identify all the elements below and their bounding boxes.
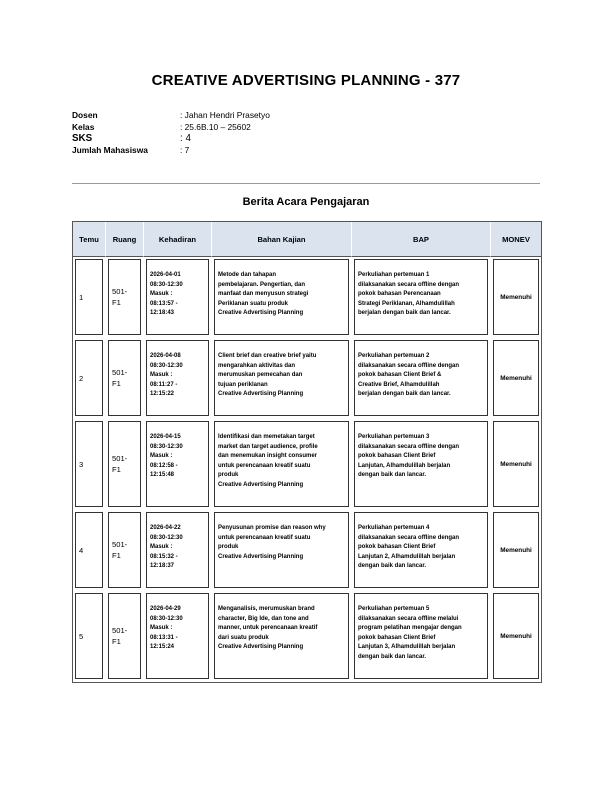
cell-bahan-kajian: Client brief dan creative brief yaitu mengarahkan aktivitas dan merumuskan pemecahan dan tujuan periklanan Creative Advertising Planning [214, 340, 349, 416]
kelas-value: : 25.6B.10 – 25602 [180, 121, 251, 132]
cell-temu: 4 [75, 512, 103, 588]
cell-temu: 2 [75, 340, 103, 416]
cell-ruang: 501- F1 [108, 593, 141, 679]
table-row [73, 257, 541, 338]
cell-kehadiran: 2026-04-29 08:30-12:30 Masuk : 08:13:31 - 12:15:24 [146, 593, 209, 679]
kelas-label: Kelas [72, 121, 95, 132]
dosen-label: Dosen [72, 110, 98, 120]
cell-bahan-kajian: Identifikasi dan memetakan target market dan target audience, profile dan menemukan insight consumer untuk perencanaan kreatif suatu produk Creative Advertising Planning [214, 421, 349, 507]
cell-monev: Memenuhi [493, 421, 539, 507]
cell-bap: Perkuliahan pertemuan 4 dilaksanakan secara offline dengan pokok bahasan Client Brief Lanjutan 2, Alhamdulillah berjalan dengan baik dan lancar. [354, 512, 488, 588]
cell-kehadiran: 2026-04-08 08:30-12:30 Masuk : 08:11:27 - 12:15:22 [146, 340, 209, 416]
cell-ruang: 501- F1 [108, 340, 141, 416]
cell-bap: Perkuliahan pertemuan 2 dilaksanakan secara offline dengan pokok bahasan Client Brief & Creative Brief, Alhamdulillah berjalan dengan baik dan lancar. [354, 340, 488, 416]
header-bahan-kajian: Bahan Kajian [212, 222, 352, 257]
jumlah-mahasiswa-value: : 7 [180, 144, 190, 155]
cell-monev: Memenuhi [493, 259, 539, 335]
sks-value: : 4 [180, 133, 191, 144]
bap-table [72, 221, 542, 683]
cell-kehadiran: 2026-04-22 08:30-12:30 Masuk : 08:15:32 - 12:18:37 [146, 512, 209, 588]
page-title: CREATIVE ADVERTISING PLANNING - 377 [151, 72, 461, 89]
cell-bahan-kajian: Menganalisis, merumuskan brand character, Big Ide, dan tone and manner, untuk perencanaan kreatif dari suatu produk Creative Advertising Planning [214, 593, 349, 679]
cell-ruang: 501- F1 [108, 512, 141, 588]
header-monev: MONEV [491, 222, 541, 257]
cell-bap: Perkuliahan pertemuan 3 dilaksanakan secara offline dengan pokok bahasan Client Brief Lanjutan, Alhamdulillah berjalan dengan baik dan lancar. [354, 421, 488, 507]
table-row [73, 591, 541, 682]
table-row [73, 510, 541, 591]
cell-bahan-kajian: Metode dan tahapan pembelajaran. Pengertian, dan manfaat dan menyusun strategi Periklanan suatu produk Creative Advertising Planning [214, 259, 349, 335]
cell-bap: Perkuliahan pertemuan 1 dilaksanakan secara offline dengan pokok bahasan Perencanaan Strategi Periklanan, Alhamdulillah berjalan dengan baik dan lancar. [354, 259, 488, 335]
cell-monev: Memenuhi [493, 340, 539, 416]
section-title: Berita Acara Pengajaran [242, 196, 370, 208]
cell-ruang: 501- F1 [108, 259, 141, 335]
cell-ruang: 501- F1 [108, 421, 141, 507]
dosen-value: : Jahan Hendri Prasetyo [180, 110, 270, 120]
header-temu: Temu [73, 222, 106, 257]
table-row [73, 338, 541, 419]
cell-temu: 3 [75, 421, 103, 507]
table-row [73, 419, 541, 510]
divider [72, 183, 540, 184]
cell-temu: 1 [75, 259, 103, 335]
cell-kehadiran: 2026-04-01 08:30-12:30 Masuk : 08:13:57 - 12:18:43 [146, 259, 209, 335]
cell-monev: Memenuhi [493, 593, 539, 679]
cell-bahan-kajian: Penyusunan promise dan reason why untuk perencanaan kreatif suatu produk Creative Advertising Planning [214, 512, 349, 588]
sks-label: SKS [72, 133, 93, 144]
meta-dosen [72, 110, 270, 122]
meta-sks [72, 133, 270, 145]
meta-kelas [72, 122, 270, 134]
meta-jumlah-mahasiswa [72, 145, 270, 157]
cell-kehadiran: 2026-04-15 08:30-12:30 Masuk : 08:12:58 - 12:15:48 [146, 421, 209, 507]
jumlah-mahasiswa-label: Jumlah Mahasiswa [72, 144, 148, 155]
cell-monev: Memenuhi [493, 512, 539, 588]
header-bap: BAP [352, 222, 491, 257]
course-meta [72, 110, 270, 156]
header-kehadiran: Kehadiran [144, 222, 212, 257]
cell-bap: Perkuliahan pertemuan 5 dilaksanakan secara offline melalui program pelatihan mengajar dengan pokok bahasan Client Brief Lanjutan 3, Alhamdulillah berjalan dengan baik dan lancar. [354, 593, 488, 679]
table-header-row [73, 222, 541, 257]
header-ruang: Ruang [106, 222, 144, 257]
cell-temu: 5 [75, 593, 103, 679]
